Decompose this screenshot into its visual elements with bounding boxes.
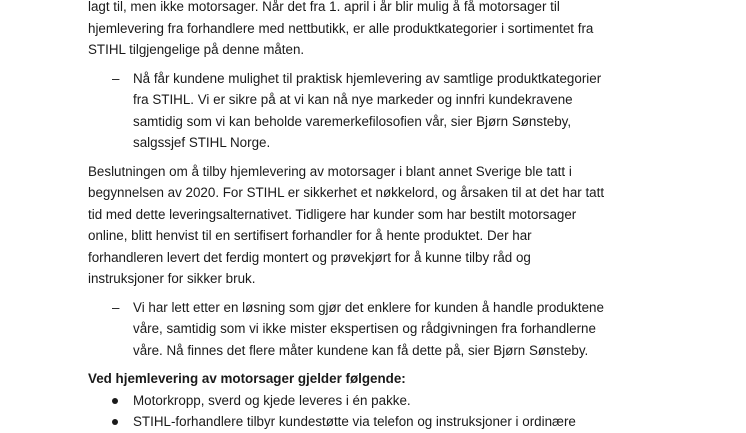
quote-block [88,297,653,362]
list-item [88,390,688,412]
list-item-text: Motorkropp, sverd og kjede leveres i én pakke. [133,392,411,408]
section-heading: Ved hjemlevering av motorsager gjelder følgende: [88,371,406,386]
text-line: våre, samtidig som vi ikke mister ekspertisen og rådgivningen fra forhandlerne [133,321,596,336]
text-line: online, blitt henvist til en sertifisert forhandler for å hente produktet. Der har [88,228,532,243]
text-line: begynnelsen av 2020. For STIHL er sikkerhet et nøkkelord, og årsaken til at det har tatt [88,185,605,200]
text-line: samtidig som vi kan beholde varemerkefilosofien vår, sier Bjørn Sønsteby, [133,113,572,129]
intro-paragraph [88,0,688,61]
quote-dash: – [112,70,120,86]
text-line: Vi har lett etter en løsning som gjør det enklere for kunden å handle produktene [133,299,604,315]
text-line: Beslutningen om å tilby hjemlevering av motorsager i blant annet Sverige ble tatt i [88,163,572,179]
body-paragraph [88,161,688,290]
text-line: STIHL tilgjengelige på denne måten. [88,42,305,57]
text-line: våre. Nå finnes det flere måter kundene kan få dette på, sier Bjørn Sønsteby. [133,342,589,358]
text-line: instruksjoner for sikker bruk. [88,271,256,286]
text-line: tid med dette leveringsalternativet. Tidligere har kunder som har bestilt motorsager [88,206,577,222]
bullet-list [88,390,688,433]
text-line: salgssjef STIHL Norge. [133,135,271,150]
quote-dash: – [112,299,120,315]
quote-block [88,68,653,154]
list-item [88,411,688,433]
document-page [88,0,688,433]
bullet-icon [112,398,118,404]
list-item-text: STIHL-forhandlere tilbyr kundestøtte via telefon og instruksjoner i ordinære [133,414,576,429]
bullet-icon [112,419,118,425]
text-line: fra STIHL. Vi er sikre på at vi kan nå nye markeder og innfri kundekravene [133,92,573,107]
text-line: hjemlevering fra forhandlere med nettbutikk, er alle produktkategorier i sortimentet fra [88,20,594,36]
text-line: lagt til, men ikke motorsager. Når det fra 1. april i år blir mulig å få motorsager til [88,0,560,14]
text-line: forhandleren levert det ferdig montert og prøvekjørt for å kunne tilby råd og [88,249,531,265]
text-line: Nå får kundene mulighet til praktisk hjemlevering av samtlige produktkategorier [133,70,602,86]
